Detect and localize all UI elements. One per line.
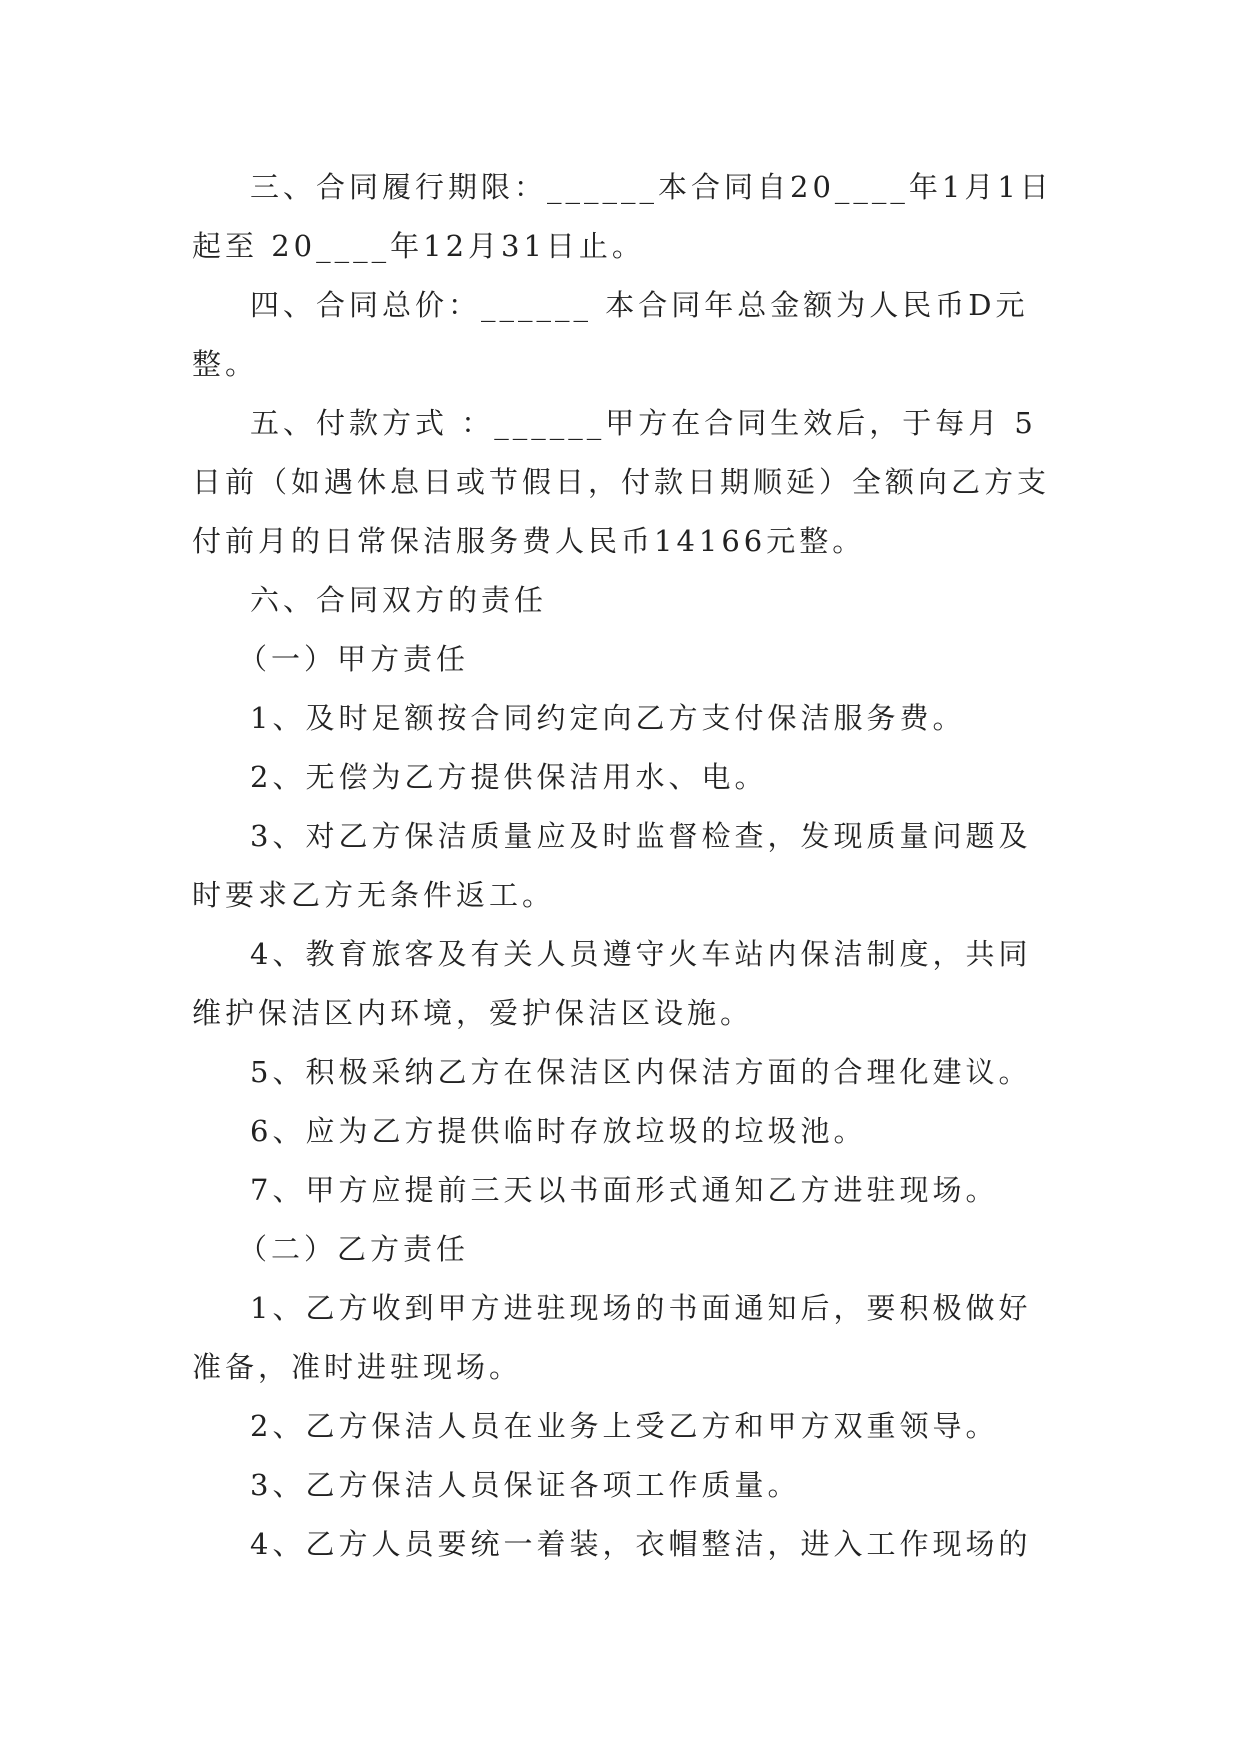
party-a-item-7: 7、甲方应提前三天以书面形式通知乙方进驻现场。 — [250, 1173, 999, 1207]
clause-5-line-1: 五、付款方式 ：______甲方在合同生效后，于每月 5 — [250, 406, 1037, 440]
party-a-item-2: 2、无偿为乙方提供保洁用水、电。 — [250, 760, 768, 794]
party-a-item-3-line-2: 时要求乙方无条件返工。 — [192, 878, 556, 912]
party-a-item-4-line-2: 维护保洁区内环境，爱护保洁区设施。 — [192, 996, 754, 1030]
party-b-heading: （二）乙方责任 — [238, 1232, 470, 1266]
clause-6-heading: 六、合同双方的责任 — [250, 583, 548, 617]
clause-3-line-2: 起至 20____年12月31日止。 — [192, 229, 645, 263]
party-a-item-3-line-1: 3、对乙方保洁质量应及时监督检查，发现质量问题及 — [250, 819, 1032, 853]
party-b-item-1-line-2: 准备，准时进驻现场。 — [192, 1350, 523, 1384]
party-b-item-1-line-1: 1、乙方收到甲方进驻现场的书面通知后，要积极做好 — [250, 1291, 1032, 1325]
clause-3-line-1: 三、合同履行期限：______本合同自20____年1月1日 — [250, 170, 1053, 204]
clause-5-line-2: 日前（如遇休息日或节假日，付款日期顺延）全额向乙方支 — [192, 465, 1051, 499]
clause-4-line-2: 整。 — [192, 347, 259, 381]
party-a-item-1: 1、及时足额按合同约定向乙方支付保洁服务费。 — [250, 701, 966, 735]
document-body — [192, 158, 1062, 1574]
clause-5-line-3: 付前月的日常保洁服务费人民币14166元整。 — [192, 524, 866, 558]
party-a-item-5: 5、积极采纳乙方在保洁区内保洁方面的合理化建议。 — [250, 1055, 1032, 1089]
party-b-item-2: 2、乙方保洁人员在业务上受乙方和甲方双重领导。 — [250, 1409, 999, 1443]
party-a-heading: （一）甲方责任 — [238, 642, 470, 676]
party-a-item-6: 6、应为乙方提供临时存放垃圾的垃圾池。 — [250, 1114, 867, 1148]
party-b-item-4-line-1: 4、乙方人员要统一着装，衣帽整洁，进入工作现场的 — [250, 1527, 1032, 1561]
party-b-item-3: 3、乙方保洁人员保证各项工作质量。 — [250, 1468, 801, 1502]
party-a-item-4-line-1: 4、教育旅客及有关人员遵守火车站内保洁制度，共同 — [250, 937, 1032, 971]
clause-4-line-1: 四、合同总价：______ 本合同年总金额为人民币D元 — [250, 288, 1029, 322]
